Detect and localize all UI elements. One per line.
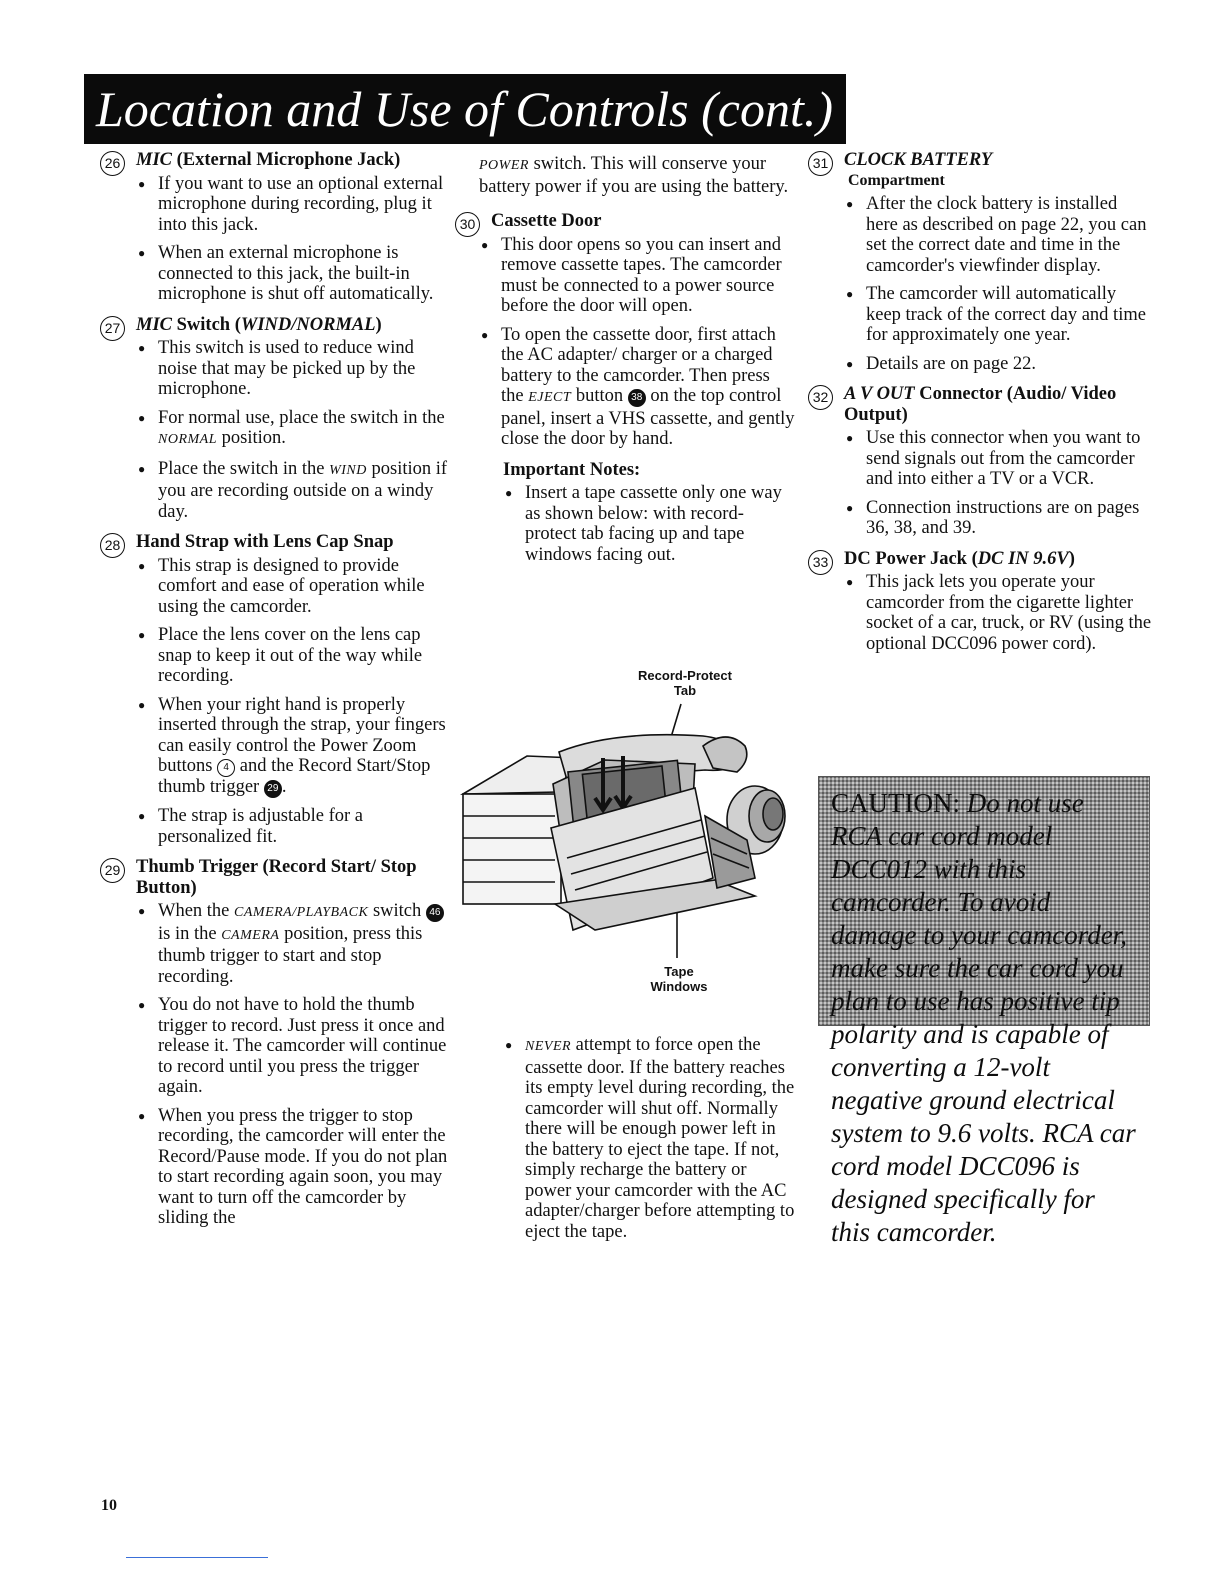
item-number: 26 xyxy=(100,151,125,176)
column-left xyxy=(100,150,452,1239)
item-heading: CLOCK BATTERY xyxy=(844,150,993,170)
item-heading-sub: Compartment xyxy=(848,171,945,189)
caution-box xyxy=(818,776,1150,1247)
item-28-hand-strap xyxy=(100,532,452,847)
figure-label-record-protect: Record-Protect Tab xyxy=(638,668,732,698)
bullet: ● Insert a tape cassette only one way as shown below: with record-protect tab facing up and tape windows facing out. xyxy=(503,483,795,565)
control-reference: 46 xyxy=(426,904,444,922)
item-heading: A V OUT Connector (Audio/ Video Output) xyxy=(844,384,1117,425)
item-number: 31 xyxy=(808,151,833,176)
bullet: ● For normal use, place the switch in the NORMAL position. xyxy=(136,408,452,451)
bullet: ● Place the switch in the WIND position if you are recording outside on a windy day. xyxy=(136,459,452,523)
bullet: ● After the clock battery is installed here as described on page 22, you can set the correct date and time in the camcorder's viewfinder display. xyxy=(844,194,1153,276)
item-31-clock-battery xyxy=(808,150,1153,374)
column-right xyxy=(808,150,1153,664)
item-number: 28 xyxy=(100,533,125,558)
bullet: ● When your right hand is properly inserted through the strap, your fingers can easily control the Power Zoom buttons 4 and the Record Start/Stop thumb trigger 29 . xyxy=(136,695,452,799)
bullet: ● Use this connector when you want to send signals out from the camcorder and into either a TV or a VCR. xyxy=(844,428,1153,490)
item-33-dc-power-jack xyxy=(808,549,1153,655)
bullet: ● You do not have to hold the thumb trigger to record. Just press it once and release it. The camcorder will continue to record until you press the trigger again. xyxy=(136,995,452,1098)
page-number: 10 xyxy=(101,1497,117,1514)
item-26-mic-jack xyxy=(100,150,452,305)
bullet: ● Place the lens cover on the lens cap snap to keep it out of the way while recording. xyxy=(136,625,452,687)
item-number: 29 xyxy=(100,858,125,883)
item-32-av-out-connector xyxy=(808,384,1153,539)
bullet: ● This switch is used to reduce wind noise that may be picked up by the microphone. xyxy=(136,338,452,400)
item-heading: MIC Switch (WIND/NORMAL) xyxy=(136,314,382,335)
control-reference: 38 xyxy=(628,389,646,407)
column-middle-lower xyxy=(455,1032,795,1250)
bullet: ● When you press the trigger to stop recording, the camcorder will enter the Record/Pause mode. If you do not plan to start recording again soon, you may want to turn off the camcorder by sliding the xyxy=(136,1106,452,1229)
bullet: ● If you want to use an optional external microphone during recording, plug it into this jack. xyxy=(136,174,452,236)
item-number: 30 xyxy=(455,212,480,237)
item-heading: MIC (External Microphone Jack) xyxy=(136,150,401,170)
control-reference: 29 xyxy=(264,780,282,798)
bullet: ● Details are on page 22. xyxy=(844,354,1153,375)
bullet: ● NEVER attempt to force open the cassette door. If the battery reaches its empty level during recording, the camcorder will shut off. Normally there will be enough power left in the battery to eject the tape. If not, simply recharge the battery or power your camcorder with the AC adapter/charger before attempting to eject the tape. xyxy=(503,1035,795,1242)
bullet: ● Connection instructions are on pages 36, 38, and 39. xyxy=(844,498,1153,539)
item-number: 27 xyxy=(100,316,125,341)
bullet: ● The strap is adjustable for a personalized fit. xyxy=(136,806,452,847)
page-title: Location and Use of Controls (cont.) xyxy=(96,81,834,137)
figure-label-tape-windows: Tape Windows xyxy=(650,964,708,994)
item-heading: Thumb Trigger (Record Start/ Stop Button) xyxy=(136,857,417,898)
bullet: ● This door opens so you can insert and remove cassette tapes. The camcorder must be connected to a power source before the door will open. xyxy=(479,235,795,317)
page-title-banner xyxy=(84,74,846,144)
bullet: ● This jack lets you operate your camcorder from the cigarette lighter socket of a car, truck, or RV (using the optional DCC096 power cord). xyxy=(844,572,1153,654)
camcorder-illustration xyxy=(455,668,795,998)
caution-label: CAUTION: xyxy=(831,788,960,818)
column-middle xyxy=(455,150,795,573)
bullet: ● The camcorder will automatically keep track of the correct day and time for approximately one year. xyxy=(844,284,1153,346)
item-number: 32 xyxy=(808,385,833,410)
item-heading: Hand Strap with Lens Cap Snap xyxy=(136,532,394,552)
item-29-thumb-trigger xyxy=(100,857,452,1229)
cassette-insertion-figure xyxy=(455,668,795,998)
notes-heading: Important Notes: xyxy=(503,459,641,480)
item-number: 33 xyxy=(808,550,833,575)
bullet: ● When an external microphone is connected to this jack, the built-in microphone is shut off automatically. xyxy=(136,243,452,305)
control-reference: 4 xyxy=(217,759,235,777)
item-heading: Cassette Door xyxy=(491,211,602,231)
bullet: ● To open the cassette door, first attach the AC adapter/ charger or a charged battery to the camcorder. Then press the EJECT button 38 on the top control panel, insert a VHS cassette, and gently close the door by hand. xyxy=(479,325,795,450)
bullet: ● This strap is designed to provide comfort and ease of operation while using the camcorder. xyxy=(136,556,452,618)
item-27-mic-switch xyxy=(100,315,452,523)
continued-text: POWER switch. This will conserve your battery power if you are using the battery. xyxy=(479,154,789,197)
footer-rule xyxy=(126,1557,268,1558)
item-30-cassette-door xyxy=(455,211,795,450)
item-heading: DC Power Jack (DC IN 9.6V) xyxy=(844,548,1075,569)
bullet: ● When the CAMERA/PLAYBACK switch 46 is in the CAMERA position, press this thumb trigger to start and stop recording. xyxy=(136,901,452,987)
caution-text: Do not use RCA car cord model DCC012 with this camcorder. To avoid damage to your camcorder, make sure the car cord you plan to use has positive tip polarity and is capable of converting a 12-volt negative ground electrical system to 9.6 volts. RCA car cord model DCC096 is designed specifically for this camcorder. xyxy=(831,788,1136,1247)
